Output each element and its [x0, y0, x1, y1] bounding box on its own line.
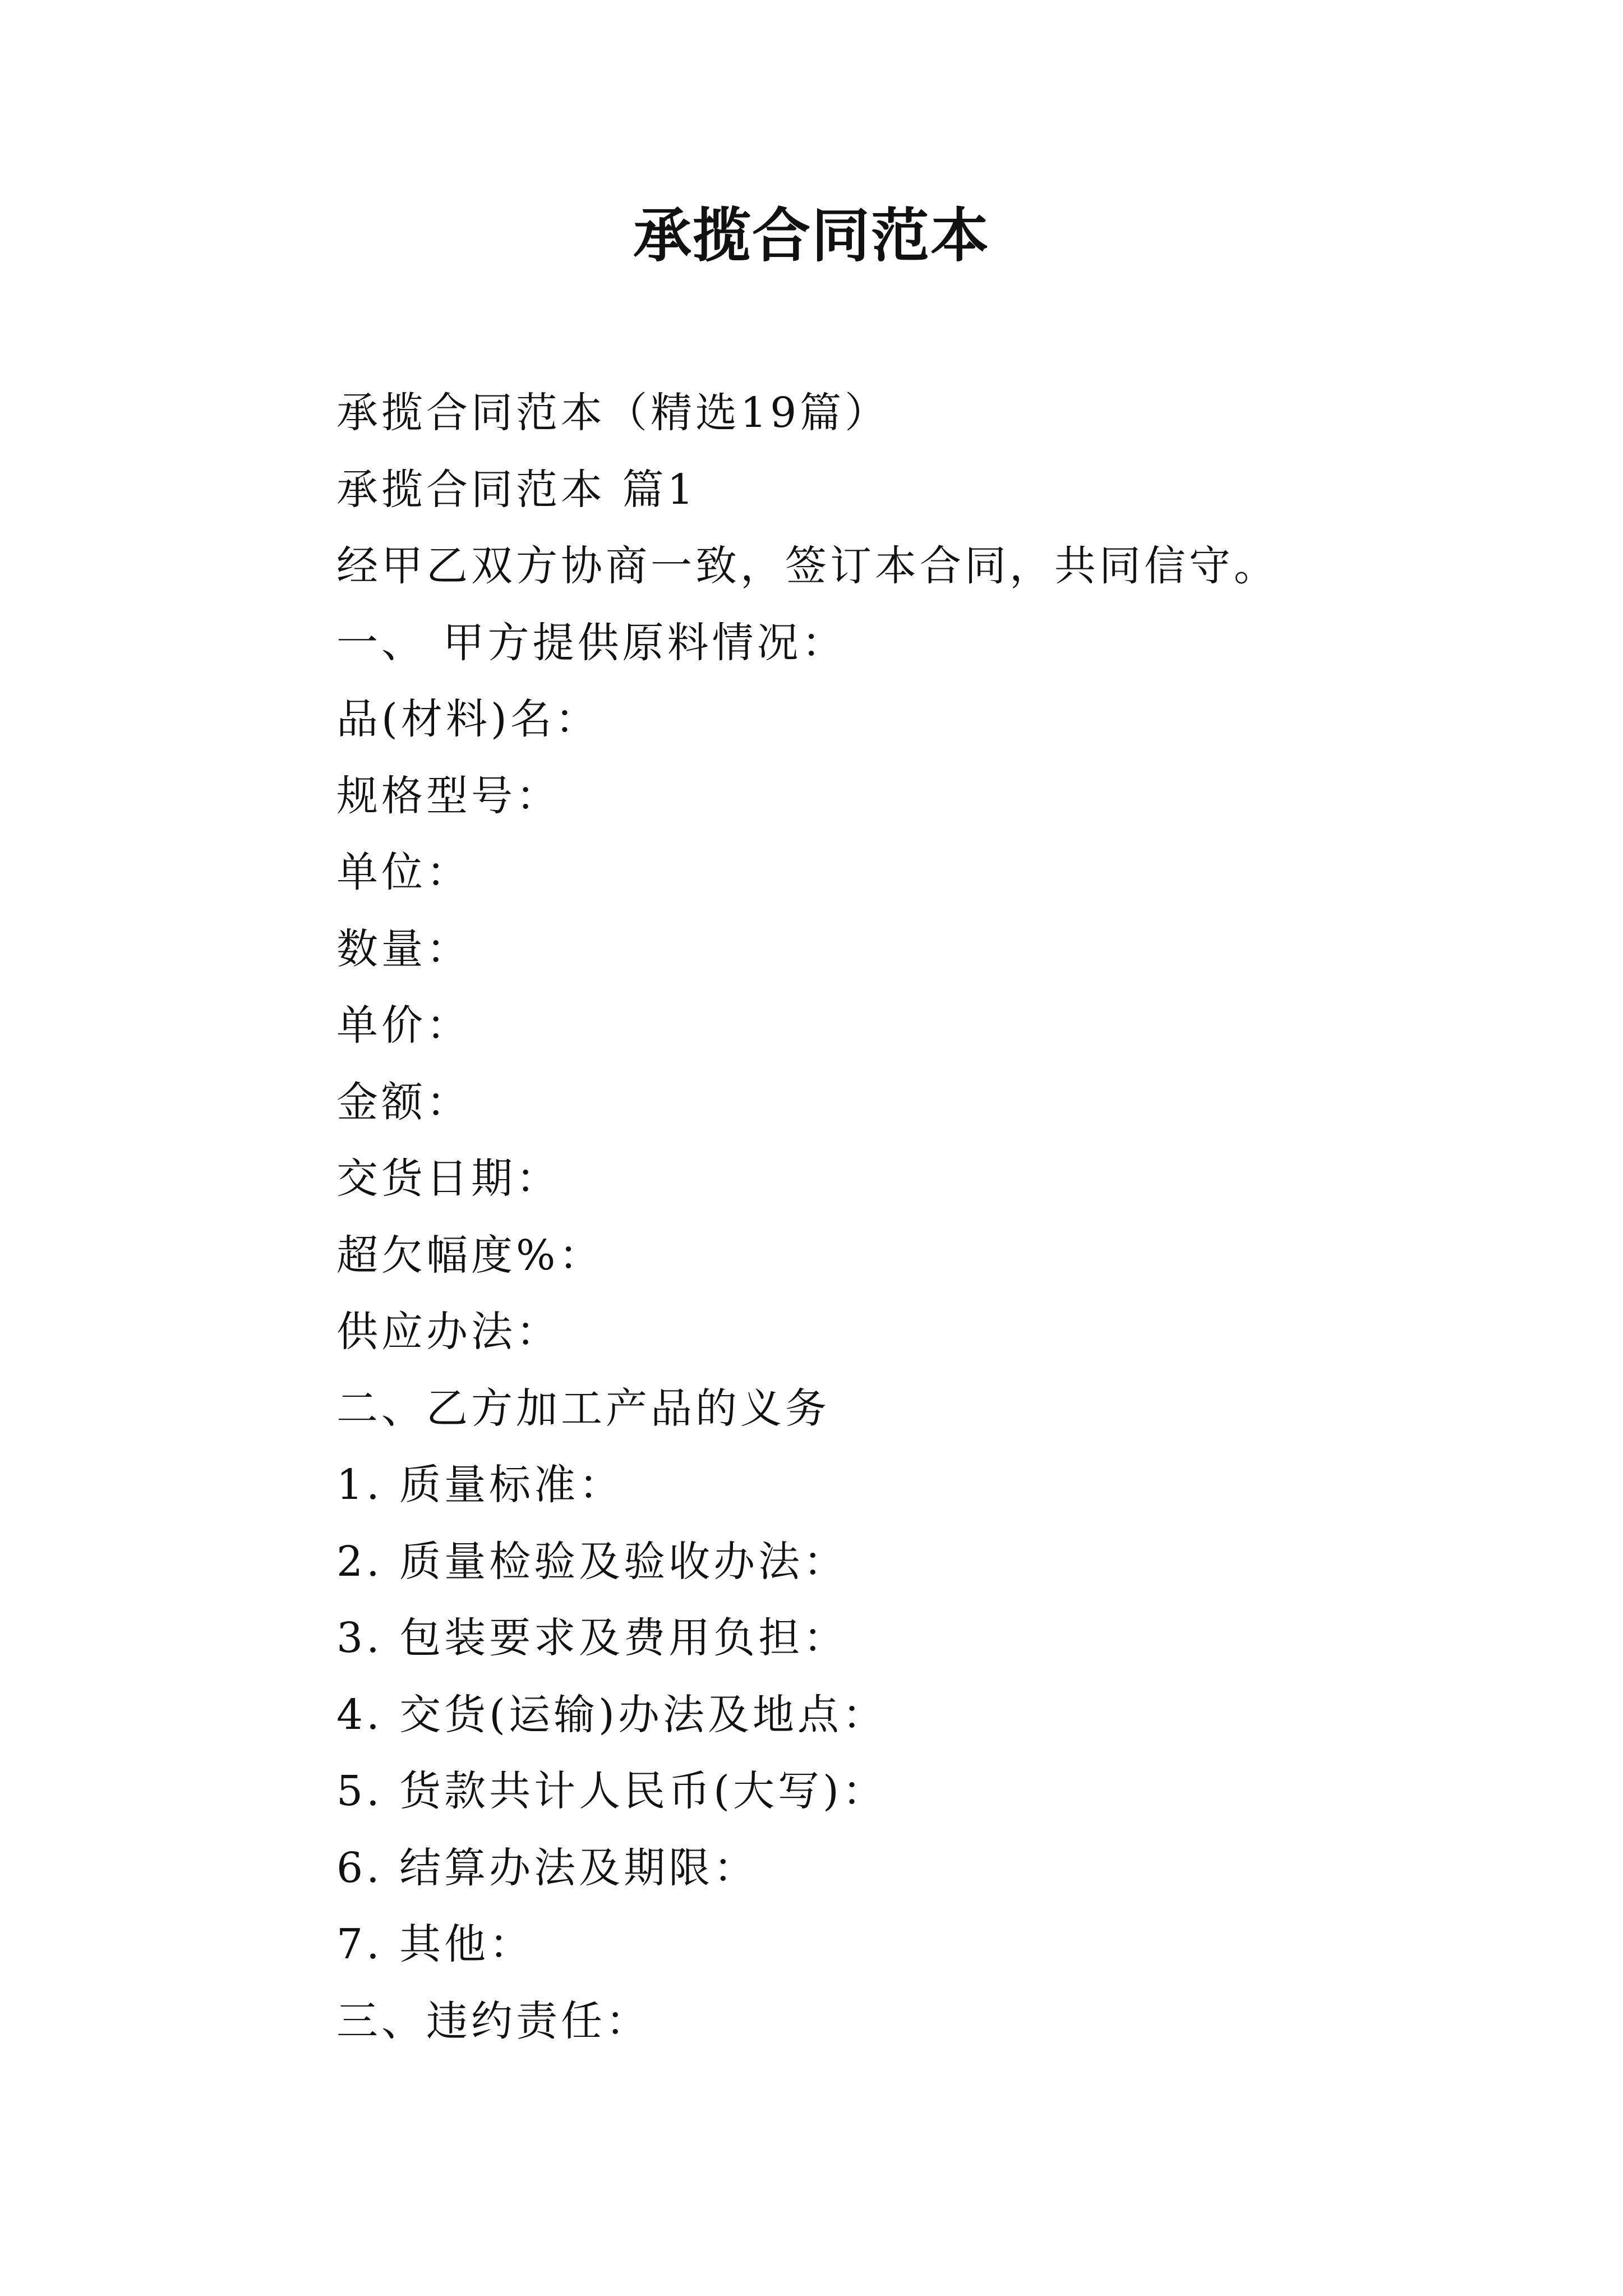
document-title: 承揽合同范本 [633, 201, 990, 270]
field-line: 供应办法： [336, 1308, 561, 1356]
numbered-item-line: 5. 货款共计人民币(大写)： [336, 1767, 887, 1815]
field-line: 数量： [336, 924, 471, 973]
section-heading-line: 承揽合同范本 篇1 [336, 465, 697, 514]
clause-heading-line: 二、乙方加工产品的义务 [336, 1384, 830, 1433]
paragraph-line: 经甲乙双方协商一致，签订本合同，共同信守。 [336, 542, 1279, 590]
document-body [336, 375, 1514, 2059]
subtitle-line: 承揽合同范本（精选19篇） [336, 389, 890, 437]
field-line: 单位： [336, 848, 471, 896]
field-line: 品(材料)名： [336, 695, 600, 743]
numbered-item-line: 1. 质量标准： [336, 1461, 624, 1509]
numbered-item-line: 6. 结算办法及期限： [336, 1843, 759, 1892]
numbered-item-line: 4. 交货(运输)办法及地点： [336, 1690, 887, 1739]
field-line: 交货日期： [336, 1154, 561, 1203]
numbered-item-line: 3. 包装要求及费用负担： [336, 1614, 849, 1662]
numbered-item-line: 7. 其他： [336, 1920, 534, 1968]
field-line: 单价： [336, 1001, 471, 1050]
clause-heading-line: 一、 甲方提供原料情况： [336, 618, 847, 667]
numbered-item-line: 2. 质量检验及验收办法： [336, 1537, 849, 1586]
field-line: 金额： [336, 1078, 471, 1126]
clause-heading-line: 三、违约责任： [336, 1996, 651, 2045]
field-line: 规格型号： [336, 771, 561, 820]
field-line: 超欠幅度%： [336, 1231, 604, 1280]
